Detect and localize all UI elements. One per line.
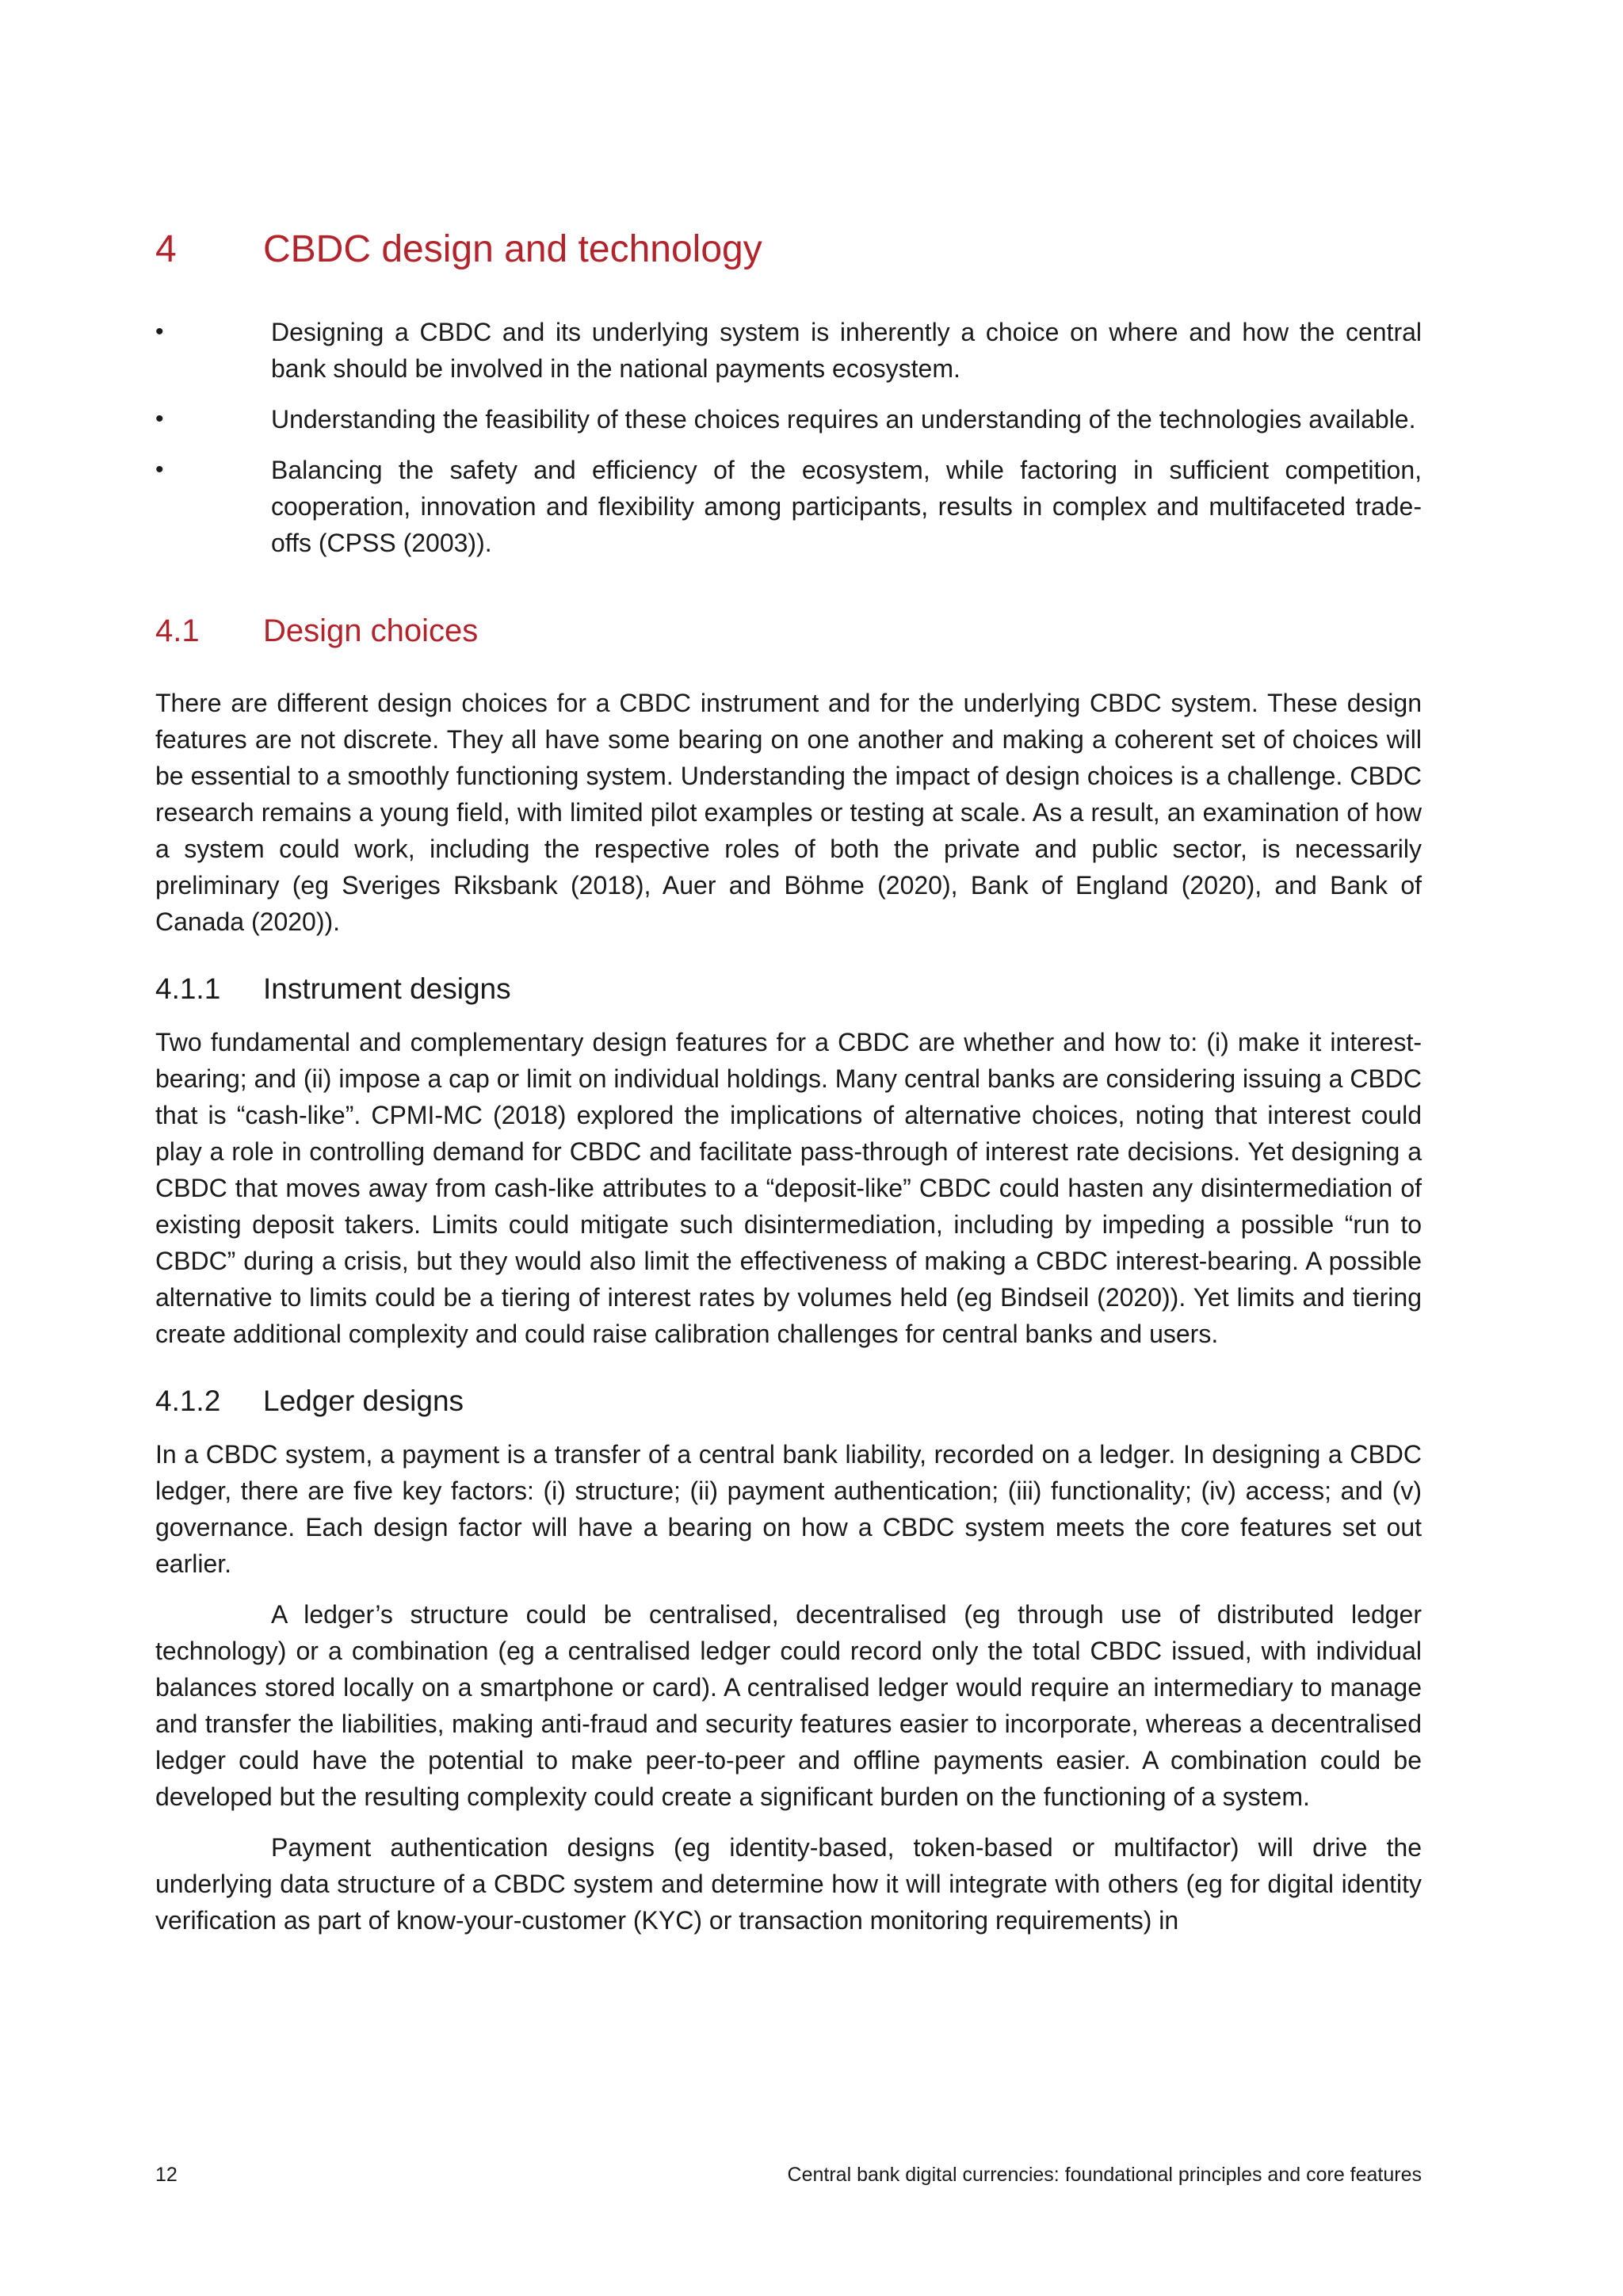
- list-item-text: Balancing the safety and efficiency of the ecosystem, while factoring in sufficient competition, cooperation, innovation and flexibility among participants, results in complex and multifaceted trade-offs (CPSS (2003)).: [271, 455, 1422, 557]
- chapter-number: 4: [155, 228, 177, 270]
- section-title: Design choices: [263, 613, 479, 648]
- list-item: [155, 401, 1422, 437]
- subsection-number: 4.1.2: [155, 1384, 221, 1417]
- chapter-title: CBDC design and technology: [263, 228, 762, 270]
- chapter-heading: [155, 227, 1422, 273]
- list-item-text: Designing a CBDC and its underlying system is inherently a choice on where and how the central bank should be involved in the national payments ecosystem.: [271, 317, 1422, 383]
- list-item: [155, 452, 1422, 561]
- design-choices-paragraph: There are different design choices for a CBDC instrument and for the underlying CBDC system. These design features are not discrete. They all have some bearing on one another and making a coherent set of choices will be essential to a smoothly functioning system. Understanding the impact of design choices is a challenge. CBDC research remains a young field, with limited pilot examples or testing at scale. As a result, an examination of how a system could work, including the respective roles of both the private and public sector, is necessarily preliminary (eg Sveriges Riksbank (2018), Auer and Böhme (2020), Bank of England (2020), and Bank of Canada (2020)).: [155, 688, 1422, 936]
- key-points-list: [155, 314, 1422, 561]
- subsection-title: Ledger designs: [263, 1384, 464, 1417]
- page-footer: [155, 2164, 1422, 2187]
- instrument-designs-paragraph: Two fundamental and complementary design features for a CBDC are whether and how to: (i) make it interest-bearing; and (ii) impose a cap or limit on individual holdings. Many central banks are considering issuing a CBDC that is “cash-like”. CPMI-MC (2018) explored the implications of alternative choices, noting that interest could play a role in controlling demand for CBDC and facilitate pass-through of interest rate decisions. Yet designing a CBDC that moves away from cash-like attributes to a “deposit-like” CBDC could hasten any disintermediation of existing deposit takers. Limits could mitigate such disintermediation, including by impeding a possible “run to CBDC” during a crisis, but they would also limit the effectiveness of making a CBDC interest-bearing. A possible alternative to limits could be a tiering of interest rates by volumes held (eg Bindseil (2020)). Yet limits and tiering create additional complexity and could raise calibration challenges for central banks and users.: [155, 1027, 1422, 1348]
- bullet-icon: •: [155, 318, 164, 345]
- section-number: 4.1: [155, 613, 200, 648]
- bullet-icon: •: [155, 405, 164, 432]
- subsection-heading-4-1-2: [155, 1384, 1422, 1419]
- page-content: [155, 227, 1422, 1953]
- page-number: 12: [155, 2164, 178, 2186]
- section-heading-4-1: [155, 612, 1422, 650]
- running-title: Central bank digital currencies: foundational principles and core features: [787, 2164, 1422, 2186]
- subsection-number: 4.1.1: [155, 972, 221, 1005]
- payment-authentication-paragraph: Payment authentication designs (eg identity-based, token-based or multifactor) will drive the underlying data structure of a CBDC system and determine how it will integrate with others (eg for digital identity verification as part of know-your-customer (KYC) or transaction monitoring requirements) in: [155, 1833, 1422, 1935]
- subsection-heading-4-1-1: [155, 972, 1422, 1007]
- bullet-icon: •: [155, 456, 164, 483]
- list-item: [155, 314, 1422, 387]
- ledger-designs-paragraph: In a CBDC system, a payment is a transfer of a central bank liability, recorded on a ledger. In designing a CBDC ledger, there are five key factors: (i) structure; (ii) payment authentication; (iii) functionality; (iv) access; and (v) governance. Each design factor will have a bearing on how a CBDC system meets the core features set out earlier.: [155, 1440, 1422, 1579]
- subsection-title: Instrument designs: [263, 972, 511, 1005]
- ledger-structure-paragraph: A ledger’s structure could be centralised, decentralised (eg through use of distributed ledger technology) or a combination (eg a centralised ledger could record only the total CBDC issued, with individual balances stored locally on a smartphone or card). A centralised ledger would require an intermediary to manage and transfer the liabilities, making anti-fraud and security features easier to incorporate, whereas a decentralised ledger could have the potential to make peer-to-peer and offline payments easier. A combination could be developed but the resulting complexity could create a significant burden on the functioning of a system.: [155, 1600, 1422, 1812]
- list-item-text: Understanding the feasibility of these choices requires an understanding of the technologies available.: [271, 404, 1416, 434]
